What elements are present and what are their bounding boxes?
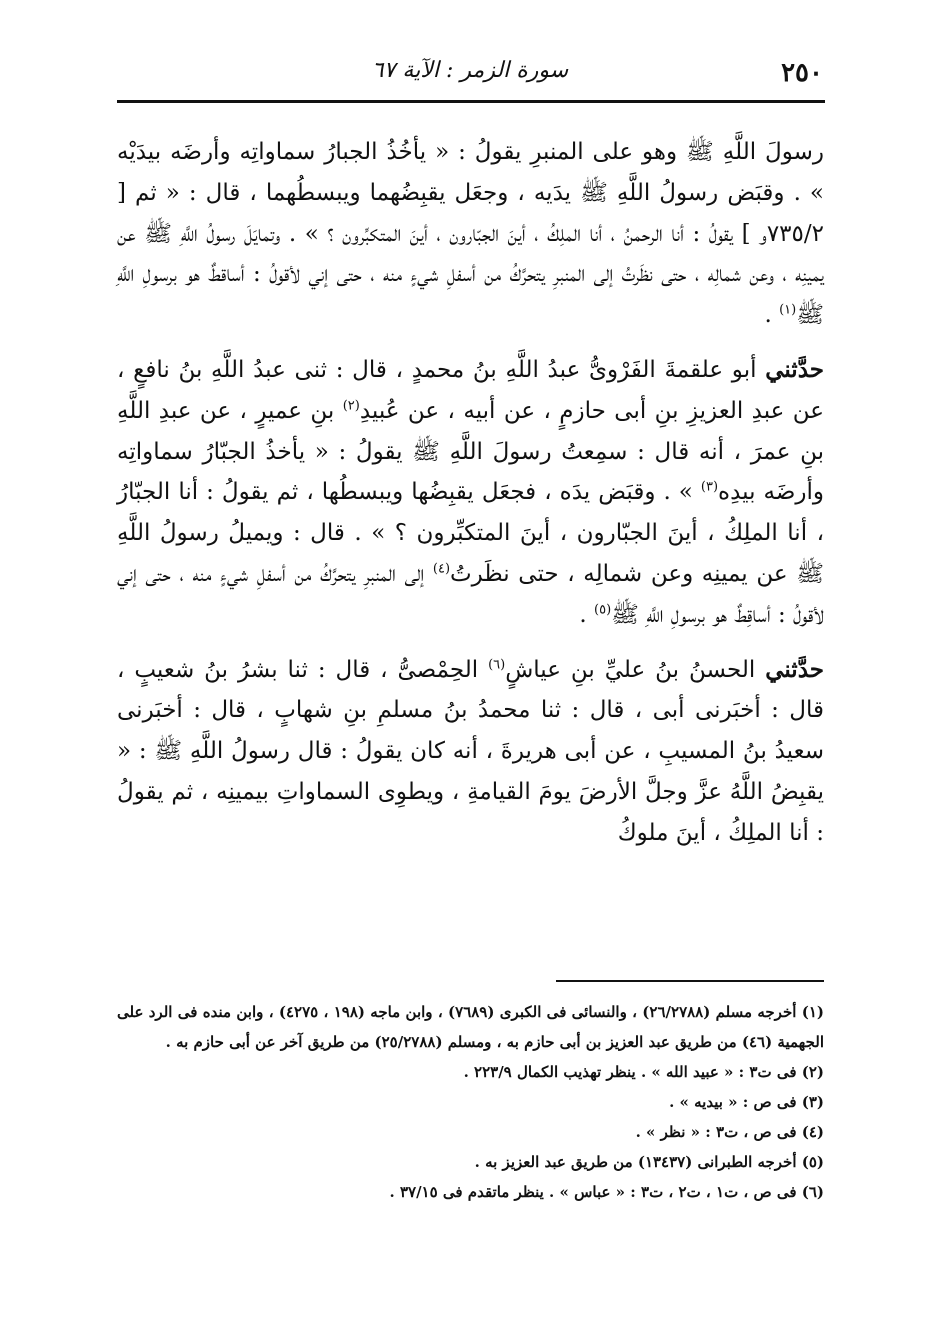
footnote-6: (٦) فى ص ، ت١ ، ت٢ ، ت٣ : « عباس » . ينظر ماتقدم فى ٣٧/١٥ . bbox=[389, 1183, 824, 1201]
footnote-ref-6: (٦) bbox=[488, 656, 506, 672]
paragraph-3-text-b: الحِمْصىُّ ، قال : ثنا بشرُ بنُ شعيبٍ ، قال : أخبَرنى أبى ، قال : ثنا محمدُ بنُ مسلمِ بنِ شهابٍ ، قال : أخبَرنى سعيدُ بنُ المسيبِ ، عن أبى هريرةَ ، أنه كان يقولُ : قال رسولُ اللَّهِ ﷺ : « يقبِضُ اللَّهُ عزَّ وجلَّ الأرضَ يومَ القيامةِ ، ويطوِى السماواتِ بيمينِه ، ثم يقولُ : أنا الملِكُ ، أينَ ملوكُ bbox=[117, 656, 824, 846]
footnote-ref-4: (٤) bbox=[432, 561, 451, 577]
paragraph-2 bbox=[117, 350, 824, 636]
footnotes bbox=[117, 997, 824, 1207]
header-divider bbox=[117, 100, 825, 103]
page-header bbox=[117, 58, 823, 92]
paragraph-2-text-a: أبو علقمةَ الفَرْوىُّ عبدُ اللَّهِ بنُ محمدٍ ، قال : ثنى عبدُ اللَّهِ بنُ نافعٍ ، عن عبدِ العزيزِ بنِ أبى حازمٍ ، عن أبيه ، عن عُبيدِ bbox=[117, 356, 824, 424]
footnote-ref-2: (٢) bbox=[342, 398, 360, 414]
footnote-1: (١) أخرجه مسلم (٢٦/٢٧٨٨) ، والنسائى فى الكبرى (٧٦٨٩) ، وابن ماجه (١٩٨ ، ٤٢٧٥) ، وابن منده فى الرد على الجهمية (٤٦) من طريق عبد العزيز بن أبى حازم به ، ومسلم (٢٥/٢٧٨٨) من طريق آخر عن أبى حازم به . bbox=[117, 1003, 824, 1051]
paragraph-3-lead: حدَّثني bbox=[765, 655, 824, 683]
paragraph-2-end: . bbox=[579, 601, 595, 628]
paragraph-2-text-c: » . وقبَض يدَه ، فجعَل يقبِضُها ويبسطُها ، ثم يقولُ : أنا الجبّارُ ، أنا الملِكُ ، أينَ الجبّارون ، أينَ المتكبِّرون ؟ » . قال : ويميلُ رسولُ اللَّهِ ﷺ عن يمينِه وعن شمالِه ، حتى نظَرتُ bbox=[117, 479, 824, 587]
footnote-2: (٢) فى ت٣ : « عبيد الله » . ينظر تهذيب الكمال ٢٢٣/٩ . bbox=[463, 1063, 824, 1081]
page-number: ٢٥٠ bbox=[781, 58, 823, 88]
running-title: سورة الزمر : الآية ٦٧ bbox=[371, 58, 569, 83]
footnote-divider bbox=[556, 980, 824, 982]
footnote-3: (٣) فى ص : « بيديه » . bbox=[669, 1093, 824, 1111]
paragraph-3 bbox=[117, 650, 824, 854]
paragraph-1 bbox=[117, 132, 824, 336]
footnote-ref-5: (٥) bbox=[594, 602, 612, 618]
paragraph-2-lead: حدَّثني bbox=[765, 355, 824, 383]
footnote-4: (٤) فى ص ، ت٣ : « نظر » . bbox=[635, 1123, 824, 1141]
paragraph-1-end: . bbox=[764, 302, 780, 329]
paragraph-3-text-a: الحسنُ بنُ عليِّ بنِ عياشٍ bbox=[505, 656, 766, 683]
footnote-5: (٥) أخرجه الطبرانى (١٣٤٣٧) من طريق عبد العزيز به . bbox=[474, 1153, 824, 1171]
footnote-ref-1: (١) bbox=[779, 302, 797, 318]
paragraph-1-text: رسولَ اللَّهِ ﷺ وهو على المنبرِ يقولُ : « يأخُذُ الجبارُ سماواتِه وأرضَه بيدَيْه » . وقبَض رسولُ اللَّهِ ﷺ يدَيه ، وجعَل يقبِضُهما ويبسطُهما ، قال : « ثم [ ٧٣٥/٢و ] يقولُ : أنا الرحمنُ ، أنا الملِكُ ، أينَ الجبّارون ، أينَ المتكبِّرون ؟ » . وتمايَلَ رسولُ اللَّهِ ﷺ عن يمينِه ، وعن شمالِه ، حتى نظَرتُ إلى المنبرِ يتحرَّكُ من أسفلِ شيءٍ منه ، حتى إني لأقولُ : أساقطٌ هو برسولِ اللَّهِ ﷺ bbox=[117, 139, 824, 329]
main-text bbox=[117, 132, 824, 868]
paragraph-2-text-b: بنِ عميرٍ ، عن عبدِ اللَّهِ بنِ عمرَ ، أنه قال : سمِعتُ رسولَ اللَّهِ ﷺ يقولُ : « يأخذُ الجبّارُ سماواتِه وأرضَه بيدِه bbox=[117, 397, 825, 506]
paragraph-2-text-d: إلى المنبرِ يتحرَّكُ من أسفلِ شيءٍ منه ، حتى إني لأقولُ : أساقِطٌ هو برسولِ اللَّهِ ﷺ bbox=[117, 560, 824, 628]
footnote-ref-3: (٣) bbox=[700, 479, 719, 495]
